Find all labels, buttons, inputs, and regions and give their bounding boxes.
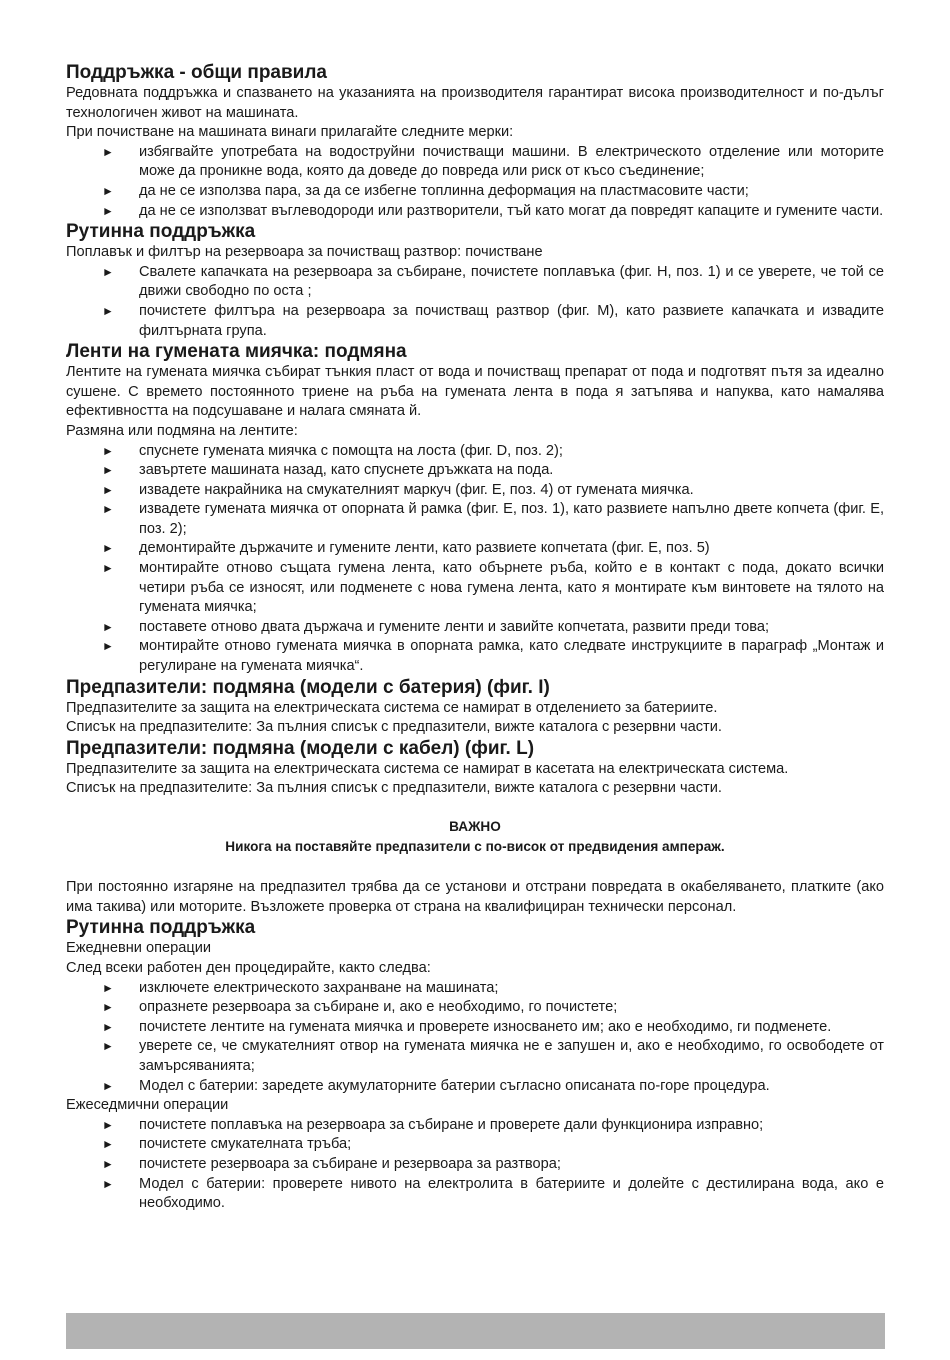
paragraph: При постоянно изгаряне на предпазител трябва да се установи и отстрани повредата в окабеляването, платките (ако има такива) или моторите. Възложете проверка от страна на квалифициран технически персонал. [66,879,884,915]
daily-operations-label: Ежедневни операции [66,940,212,957]
bullet-arrow-icon: ► [102,183,114,198]
list-item: ► да не се използват въглеводороди или разтворители, тъй като могат да повредят капаците и гумените части. [66,202,884,222]
bullet-list [66,979,884,1097]
list-item: ► опразнете резервоара за събиране и, ако е необходимо, го почистете; [66,998,884,1018]
list-item: ► извадете гумената миячка от опорната й рамка (фиг. E, поз. 1), като развиете напълно двете копчета (фиг. E, поз. 2); [102,501,884,537]
paragraph: Предпазителите за защита на електрическата система се намират в касетата на електрическата система. [66,760,789,777]
paragraph: След всеки работен ден процедирайте, както следва: [66,959,431,976]
list-item: ► уверете се, че смукателният отвор на гумената миячка не е запушен и, ако е необходимо, го освободете от замърсяванията; [102,1038,884,1074]
list-item: ► монтирайте отново същата гумена лента, като обърнете ръба, който е в контакт с пода, докато всички четири ръба се износят, или подменете с нова гумена лента, като я монтирате към винтовете на тялото на гумената миячка; [102,560,884,616]
important-text: Никога на поставяйте предпазители с по-висок от предвидения ампераж. [225,838,725,854]
bullet-arrow-icon: ► [102,303,114,318]
bullet-arrow-icon: ► [102,463,114,478]
bullet-arrow-icon: ► [102,561,114,576]
list-item: ► почистете лентите на гумената миячка и проверете износването им; ако е необходимо, ги подменете. [66,1018,884,1038]
bullet-arrow-icon: ► [102,482,114,497]
list-item: ► монтирайте отново гумената миячка в опорната рамка, като следвате инструкциите в параграф „Монтаж и регулиране на гумената миячка“. [102,638,884,675]
bullet-arrow-icon: ► [102,980,114,995]
bullet-arrow-icon: ► [102,203,114,218]
bullet-arrow-icon: ► [102,541,114,556]
paragraph: Лентите на гумената миячка събират тънкия пласт от вода и почистващ препарат от пода и подготвят пътя за идеално сушене. С времето постоянното триене на ръба на гумената лента в пода я затъпява и напуква, като намалява ефективността на подсушаване и налага смяната й. [66,364,884,420]
list-item: ► изключете електрическото захранване на машината; [66,979,884,999]
list-item: ► демонтирайте държачите и гумените ленти, като развиете копчетата (фиг. E, поз. 5) [66,539,884,559]
list-item: ► избягвайте употребата на водоструйни почистващи машини. В електрическото отделение или моторите може да проникне вода, която да доведе до повреда или риск от късо съединение; [102,143,884,180]
list-item: ► да не се използва пара, за да се избегне топлинна деформация на пластмасовите части; [66,182,884,202]
paragraph: Редовната поддръжка и спазването на указанията на производителя гарантират висока производителност и по-дълъг технологичен живот на машината. [66,85,884,121]
paragraph: Списък на предпазителите: За пълния списък с предпазители, вижте каталога с резервни части. [66,780,722,797]
weekly-operations-label: Ежеседмични операции [66,1097,229,1114]
paragraph: Предпазителите за защита на електрическата система се намират в отделението за батериите. [66,699,718,716]
list-item: ► завъртете машината назад, като спуснете дръжката на пода. [66,461,884,481]
section-title-fuses-cable: Предпазители: подмяна (модели с кабел) (фиг. L) [66,737,535,759]
bullet-arrow-icon: ► [102,619,114,634]
paragraph: При почистване на машината винаги прилагайте следните мерки: [66,124,514,141]
list-item: ► почистете резервоара за събиране и резервоара за разтвора; [66,1155,884,1175]
manual-page [66,62,884,1214]
bullet-arrow-icon: ► [102,1176,114,1191]
list-item: ► извадете накрайника на смукателният маркуч (фиг. E, поз. 4) от гумената миячка. [66,481,884,501]
bullet-list [66,442,884,677]
bullet-arrow-icon: ► [102,1137,114,1152]
bullet-arrow-icon: ► [102,1019,114,1034]
bullet-list [66,143,884,221]
list-item: ► почистете филтъра на резервоара за почистващ разтвор (фиг. M), като развиете капачката и извадите филтърната група. [102,302,884,339]
list-item: ► Модел с батерии: заредете акумулаторните батерии съгласно описаната по-горе процедура. [66,1077,884,1097]
bullet-arrow-icon: ► [102,1117,114,1132]
list-item: ► Модел с батерии: проверете нивото на електролита в батериите и долейте с дестилирана вода, ако е необходимо. [102,1175,884,1212]
list-item: ► поставете отново двата държача и гумените ленти и завийте копчетата, развити преди това; [66,618,884,638]
section-title-routine-maintenance-2: Рутинна поддръжка [66,917,256,939]
paragraph: Списък на предпазителите: За пълния списък с предпазители, вижте каталога с резервни части. [66,719,722,736]
paragraph: Размяна или подмяна на лентите: [66,422,298,439]
section-title-squeegee-blades: Ленти на гумената миячка: подмяна [66,341,407,363]
bullet-arrow-icon: ► [102,264,114,279]
bullet-arrow-icon: ► [102,502,114,517]
bullet-arrow-icon: ► [102,144,114,159]
bullet-arrow-icon: ► [102,1078,114,1093]
section-title-routine-maintenance: Рутинна поддръжка [66,221,256,243]
list-item: ► почистете смукателната тръба; [66,1135,884,1155]
bullet-arrow-icon: ► [102,1156,114,1171]
section-title-fuses-battery: Предпазители: подмяна (модели с батерия) (фиг. I) [66,676,550,698]
list-item: ► Свалете капачката на резервоара за събиране, почистете поплавъка (фиг. H, поз. 1) и се уверете, че той се движи свободно по оста ; [102,263,884,300]
section-title-general-maintenance: Поддръжка - общи правила [66,62,327,83]
list-item: ► почистете поплавъка на резервоара за събиране и проверете дали функционира изправно; [66,1116,884,1136]
bullet-list [66,1116,884,1214]
list-item: ► спуснете гумената миячка с помощта на лоста (фиг. D, поз. 2); [66,442,884,462]
paragraph: Поплавък и филтър на резервоара за почистващ разтвор: почистване [66,244,543,261]
bullet-list [66,263,884,341]
bullet-arrow-icon: ► [102,1039,114,1054]
footer-bar [66,1313,885,1349]
bullet-arrow-icon: ► [102,1000,114,1015]
bullet-arrow-icon: ► [102,639,114,654]
important-heading: ВАЖНО [449,819,501,834]
bullet-arrow-icon: ► [102,443,114,458]
